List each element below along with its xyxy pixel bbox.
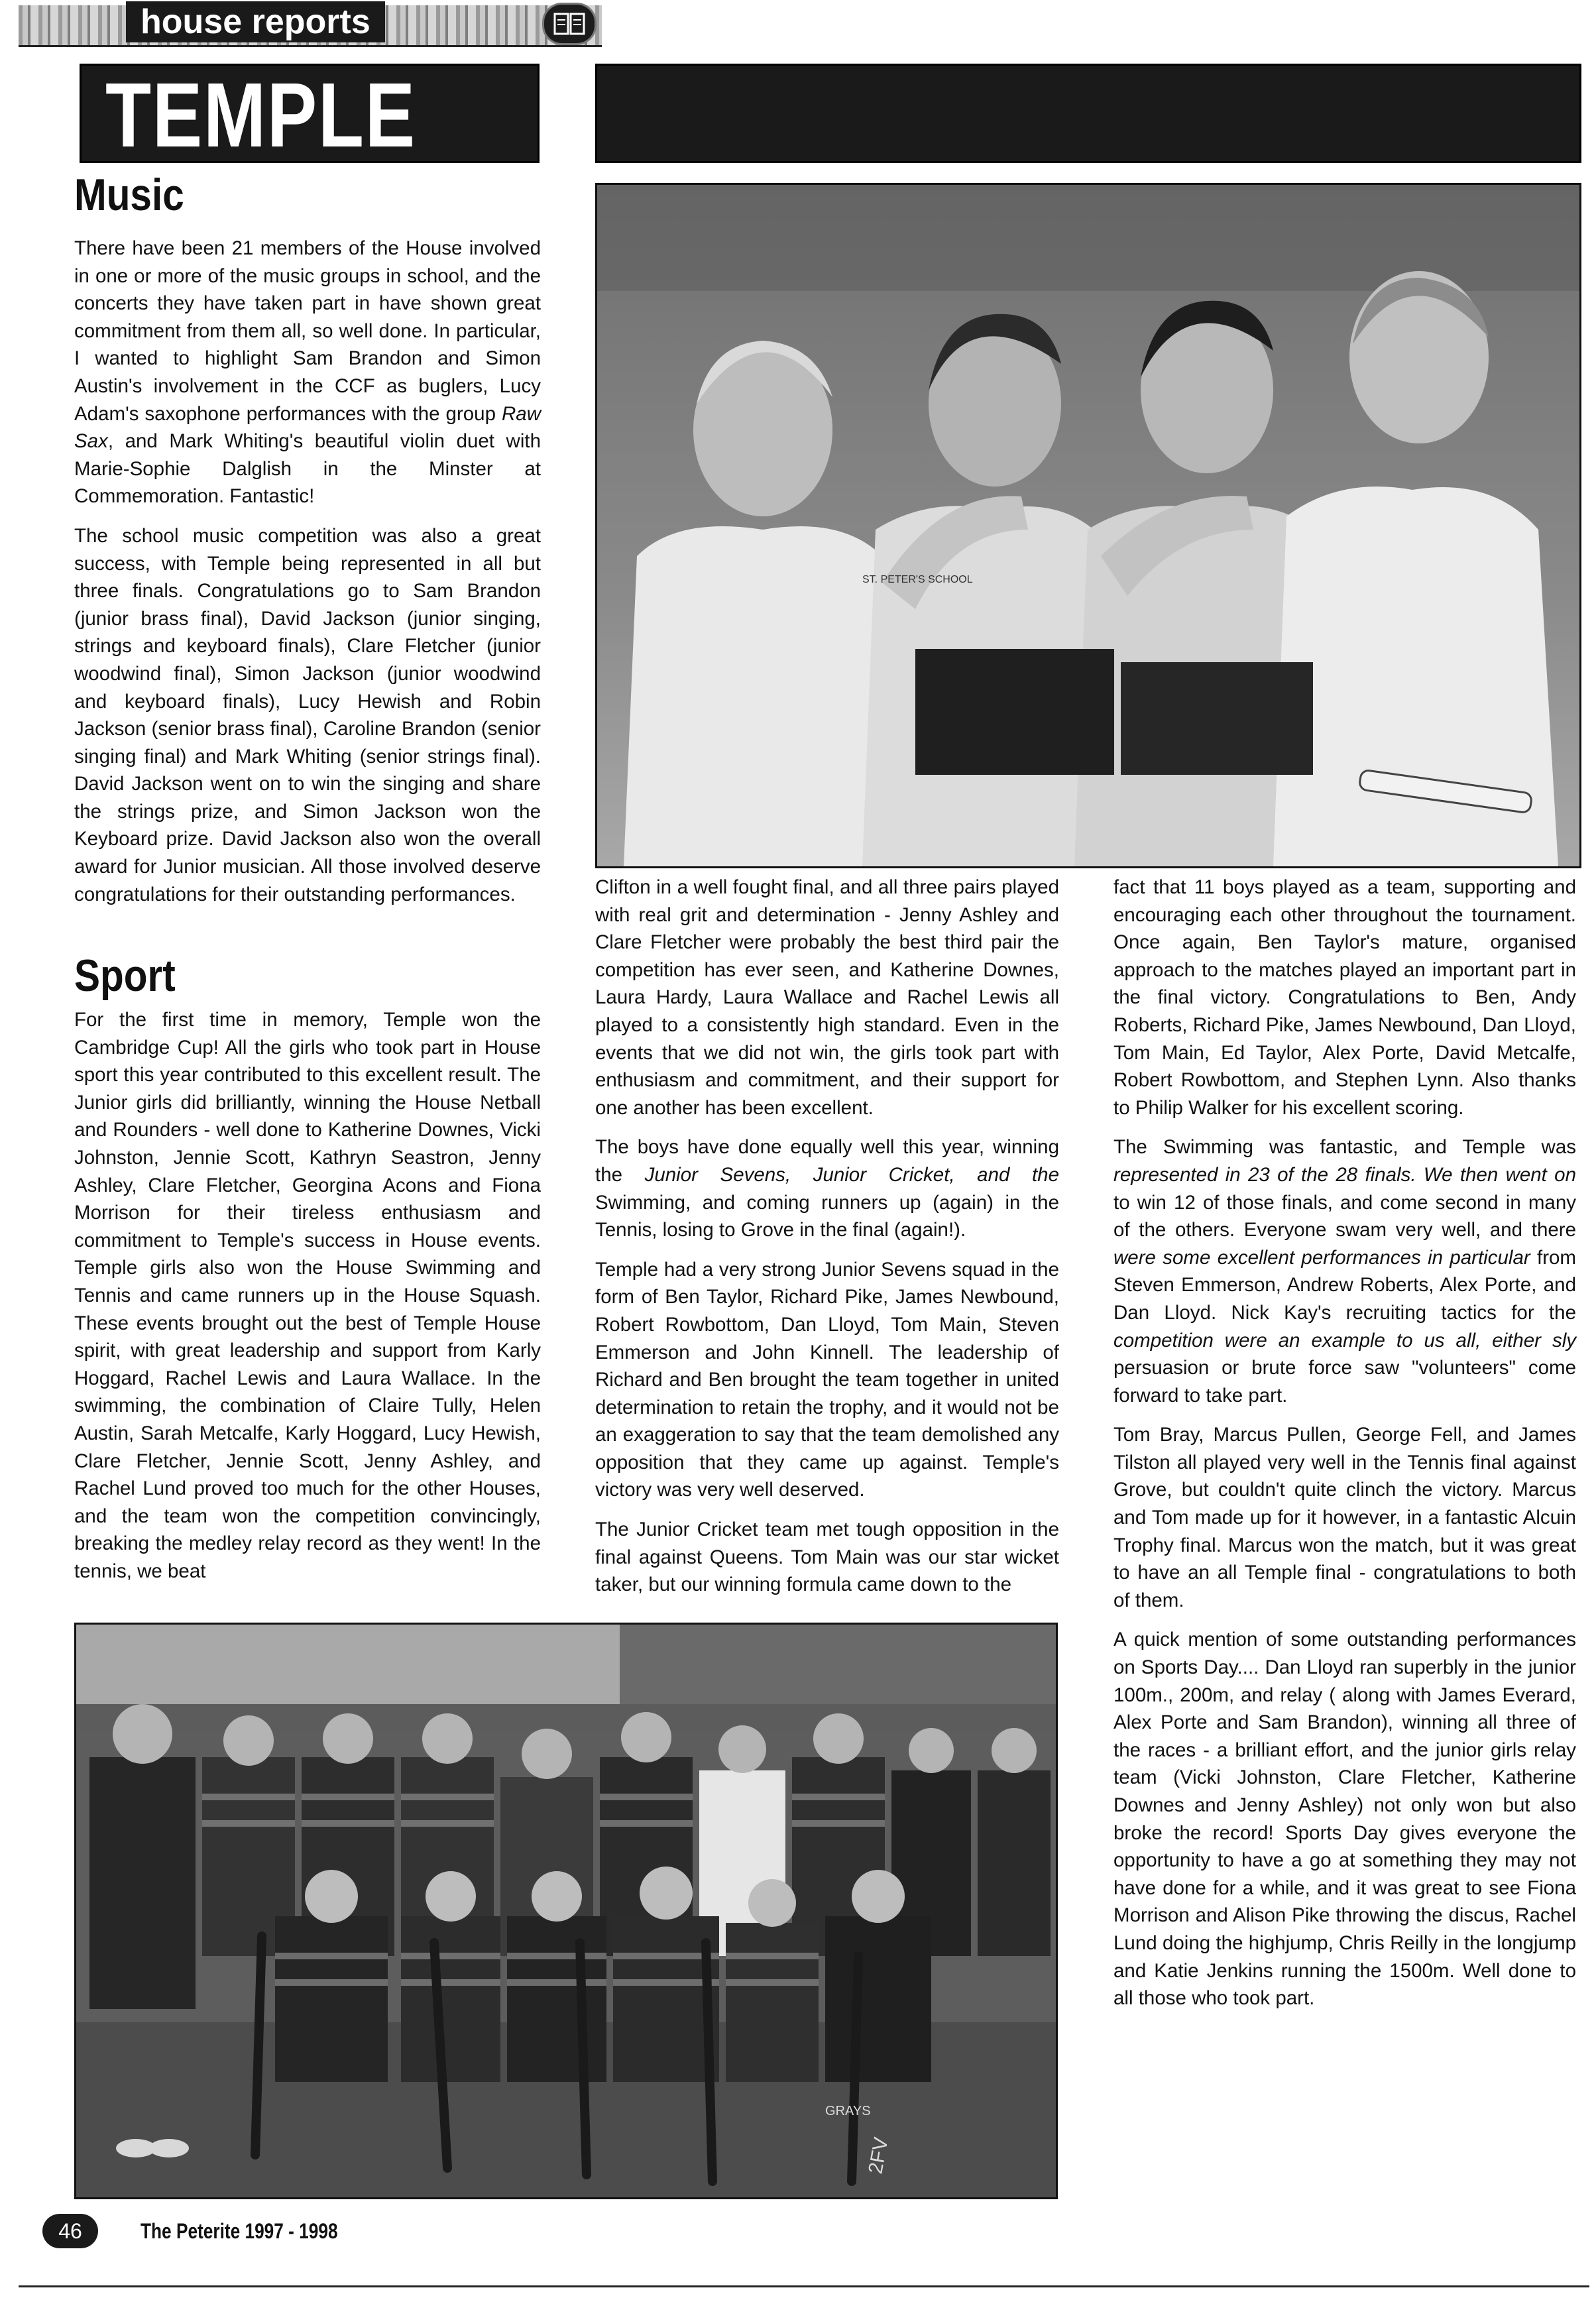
photo-hockey-team	[74, 1623, 1058, 2199]
italic-text: Junior Sevens, Junior Cricket, and the	[644, 1163, 1059, 1186]
front-row	[275, 1916, 931, 2082]
sport-paragraph: The Junior Cricket team met tough opposition in the final against Queens. Tom Main was our star wicket taker, but our winning formula came down to the	[595, 1519, 1059, 1596]
sport-paragraph: The boys have done equally well this year, winning the Junior Sevens, Junior Cricket, and the Swimming, and coming runners up (again) in the Tennis, losing to Grove in the final (again!).	[595, 1136, 1059, 1241]
italic-text: represented in 23 of the 28 finals. We then went on	[1113, 1163, 1576, 1186]
title-bar	[80, 64, 540, 166]
stick-label: GRAYS	[825, 2104, 871, 2118]
photo-relay-team	[595, 183, 1581, 868]
page-number: 46	[42, 2214, 98, 2248]
music-heading: Music	[74, 170, 184, 220]
sport-paragraph: Tom Bray, Marcus Pullen, George Fell, and James Tilston all played very well in the Tennis final against Grove, but couldn't quite clinch the victory. Marcus and Tom made up for it however, in a fantastic Alcuin Trophy final. Marcus won the match, but it was great to have an all Temple final - congratulations to both of them.	[1113, 1424, 1576, 1611]
page-title: TEMPLE	[105, 64, 416, 166]
sport-column-2	[595, 874, 1059, 1611]
sport-paragraph: Clifton in a well fought final, and all three pairs played with real grit and determination - Jenny Ashley and Clare Fletcher were probably the best third pair the competition has ever seen, and Katherine Downes, Laura Hardy, Laura Wallace and Rachel Lewis all played to a consistently high standard. Even in the events that we did not win, the girls took part with enthusiasm and commitment, and their support for one another has been excellent.	[595, 876, 1059, 1119]
title-bar-extension	[595, 64, 1581, 163]
sport-paragraph: For the first time in memory, Temple won the Cambridge Cup! All the girls who took part in House sport this year contributed to this excellent result. The Junior girls did brilliantly, winning the House Netball and Rounders - well done to Katherine Downes, Vicki Johnston, Jennie Scott, Kathryn Seastron, Jenny Ashley, Clare Fletcher, Georgina Acons and Fiona Morrison for their tireless enthusiasm and commitment to Temple's success in House events. Temple girls also won the House Swimming and Tennis and came runners up in the House Squash. These events brought out the best of Temple House spirit, with great leadership and support from Karly Hoggard, Rachel Lewis and Laura Wallace. In the swimming, the combination of Claire Tully, Helen Austin, Sarah Metcalfe, Karly Hoggard, Lucy Hewish, Clare Fletcher, Jennie Scott, Jenny Ashley, and Rachel Lund proved too much for the other Houses, and the team won the competition convincingly, breaking the medley relay record as they went! In the tennis, we beat	[74, 1009, 541, 1582]
sport-paragraph: A quick mention of some outstanding performances on Sports Day.... Dan Lloyd ran superbly in the junior 100m., 200m, and relay ( along with James Everard, Alex Porte and Sam Brandon), winning all three of the races - a brilliant effort, and the junior girls relay team (Vicki Johnston, Clare Fletcher, Katherine Downes and Jenny Ashley) not only won but also broke the record! Sports Day gives everyone the opportunity to have a go at something they may not have done for a while, and it was great to see Fiona Morrison and Alison Pike throwing the discus, Rachel Lund doing the highjump, Chris Reilly in the longjump and Katie Jenkins running the 1500m. Well done to all those who took part.	[1113, 1629, 1576, 2010]
sport-paragraph: The Swimming was fantastic, and Temple was represented in 23 of the 28 finals. We then went on to win 12 of those finals, and come second in many of the others. Everyone swam very well, and there were some excellent performances in particular from Steven Emmerson, Andrew Roberts, Alex Porte, and Dan Lloyd. Nick Kay's recruiting tactics for the competition were an example to us all, either sly persuasion or brute force saw "volunteers" come forward to take part.	[1113, 1136, 1576, 1407]
italic-text: Raw Sax	[74, 402, 541, 453]
music-paragraph: The school music competition was also a great success, with Temple being represented in all but three finals. Congratulations go to Sam Brandon (junior brass final), David Jackson (junior singing, strings and keyboard finals), Clare Fletcher (junior woodwind final), Simon Jackson (junior woodwind and keyboard finals), Lucy Hewish and Robin Jackson (senior brass final), Caroline Brandon (senior singing final) and Mark Whiting (senior strings final). David Jackson went on to win the singing and share the strings prize, and Simon Jackson won the Keyboard prize. David Jackson also won the overall award for Junior musician. All those involved deserve congratulations for their outstanding performances.	[74, 524, 541, 905]
publication-title: The Peterite 1997 - 1998	[141, 2219, 338, 2243]
sport-column-1	[74, 1006, 541, 1597]
book-icon	[542, 3, 597, 45]
italic-text: were some excellent performances in particular	[1113, 1246, 1530, 1269]
music-column	[74, 235, 541, 920]
shirt-badge: ST. PETER'S SCHOOL	[862, 574, 973, 585]
italic-text: competition were an example to us all, either sly	[1113, 1329, 1576, 1351]
footer-rule	[19, 2285, 1589, 2287]
section-tab: house reports	[126, 1, 385, 42]
music-paragraph: There have been 21 members of the House involved in one or more of the music groups in school, and the concerts they have taken part in have shown great commitment from them all, so well done. In particular, I wanted to highlight Sam Brandon and Simon Austin's involvement in the CCF as buglers, Lucy Adam's saxophone performances with the group Raw Sax, and Mark Whiting's beautiful violin duet with Marie-Sophie Dalglish in the Minster at Commemoration. Fantastic!	[74, 237, 541, 508]
sport-paragraph: fact that 11 boys played as a team, supporting and encouraging each other throughout the tournament. Once again, Ben Taylor's mature, organised approach to the matches played an important part in the final victory. Congratulations to Ben, Andy Roberts, Richard Pike, James Newbound, Dan Lloyd, Tom Main, Ed Taylor, Alex Porte, David Metcalfe, Robert Rowbottom, and Stephen Lynn. Also thanks to Philip Walker for his excellent scoring.	[1113, 876, 1576, 1119]
sport-column-3	[1113, 874, 1576, 2024]
sport-heading: Sport	[74, 950, 176, 1001]
sport-paragraph: Temple had a very strong Junior Sevens squad in the form of Ben Taylor, Richard Pike, James Newbound, Robert Rowbottom, Dan Lloyd, Tom Main, Steven Emmerson and John Kinnell. The leadership of Richard and Ben brought the team together in united determination to retain the trophy, and it would not be an exaggeration to say that the team demolished any opposition that they came up against. Temple's victory was very well deserved.	[595, 1258, 1059, 1501]
stick-label: 2FV	[864, 2136, 893, 2176]
